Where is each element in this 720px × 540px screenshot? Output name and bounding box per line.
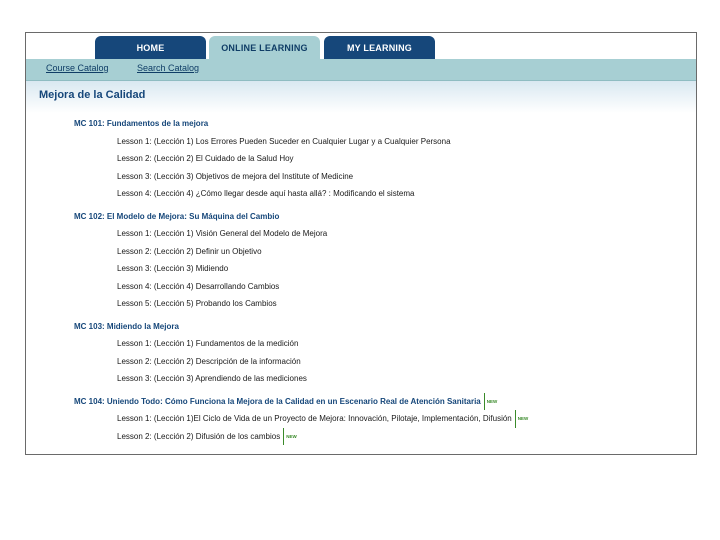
lesson-link[interactable]: Lesson 1: (Lección 1) Fundamentos de la medición: [117, 339, 299, 348]
course-catalog-link[interactable]: Course Catalog: [46, 63, 109, 73]
course-title[interactable]: MC 103: Midiendo la Mejora: [74, 321, 179, 331]
lesson-row: [117, 410, 696, 428]
course-title[interactable]: MC 101: Fundamentos de la mejora: [74, 119, 209, 128]
course-mc101: [26, 115, 696, 203]
sub-navigation: [26, 59, 696, 81]
lesson-link[interactable]: Lesson 1: (Lección 1)El Ciclo de Vida de un Proyecto de Mejora: Innovación, Pilotaje, Implementación, Difusión: [117, 414, 512, 423]
course-title-row: [74, 393, 696, 411]
lesson-row: [117, 428, 696, 446]
lesson-link[interactable]: Lesson 2: (Lección 2) El Cuidado de la Salud Hoy: [117, 154, 294, 163]
tab-my-learning[interactable]: MY LEARNING: [324, 36, 435, 59]
tab-home[interactable]: HOME: [95, 36, 206, 59]
new-badge: NEW: [484, 393, 498, 411]
app-frame: [25, 32, 697, 455]
main-tabs: [26, 33, 696, 59]
lesson-link[interactable]: Lesson 5: (Lección 5) Probando los Cambios: [117, 299, 277, 308]
tab-online-learning[interactable]: ONLINE LEARNING: [209, 36, 320, 59]
lesson-link[interactable]: Lesson 4: (Lección 4) Desarrollando Cambios: [117, 281, 280, 291]
lesson-link[interactable]: Lesson 4: (Lección 4) ¿Cómo llegar desde aquí hasta allá? : Modificando el sistema: [117, 189, 415, 198]
course-list: [26, 115, 696, 445]
course-mc102: [26, 208, 696, 313]
course-title[interactable]: MC 102: El Modelo de Mejora: Su Máquina del Cambio: [74, 211, 280, 221]
course-title[interactable]: MC 104: Uniendo Todo: Cómo Funciona la Mejora de la Calidad en un Escenario Real de Atención Sanitaria: [74, 396, 481, 406]
lesson-link[interactable]: Lesson 3: (Lección 3) Midiendo: [117, 264, 229, 273]
lesson-link[interactable]: Lesson 2: (Lección 2) Descripción de la información: [117, 356, 301, 366]
lesson-link[interactable]: Lesson 3: (Lección 3) Objetivos de mejora del Institute of Medicine: [117, 171, 354, 181]
lesson-link[interactable]: Lesson 2: (Lección 2) Difusión de los cambios: [117, 431, 281, 441]
lesson-link[interactable]: Lesson 1: (Lección 1) Visión General del Modelo de Mejora: [117, 229, 328, 238]
page-title: Mejora de la Calidad: [39, 89, 146, 101]
lesson-link[interactable]: Lesson 2: (Lección 2) Definir un Objetivo: [117, 246, 262, 256]
course-mc103: [26, 318, 696, 388]
lesson-link[interactable]: Lesson 1: (Lección 1) Los Errores Pueden Suceder en Cualquier Lugar y a Cualquier Persona: [117, 136, 451, 146]
lesson-link[interactable]: Lesson 3: (Lección 3) Aprendiendo de las mediciones: [117, 374, 307, 383]
search-catalog-link[interactable]: Search Catalog: [137, 63, 200, 73]
new-badge: NEW: [515, 410, 529, 428]
new-badge: NEW: [283, 428, 297, 446]
course-mc104: [26, 393, 696, 446]
